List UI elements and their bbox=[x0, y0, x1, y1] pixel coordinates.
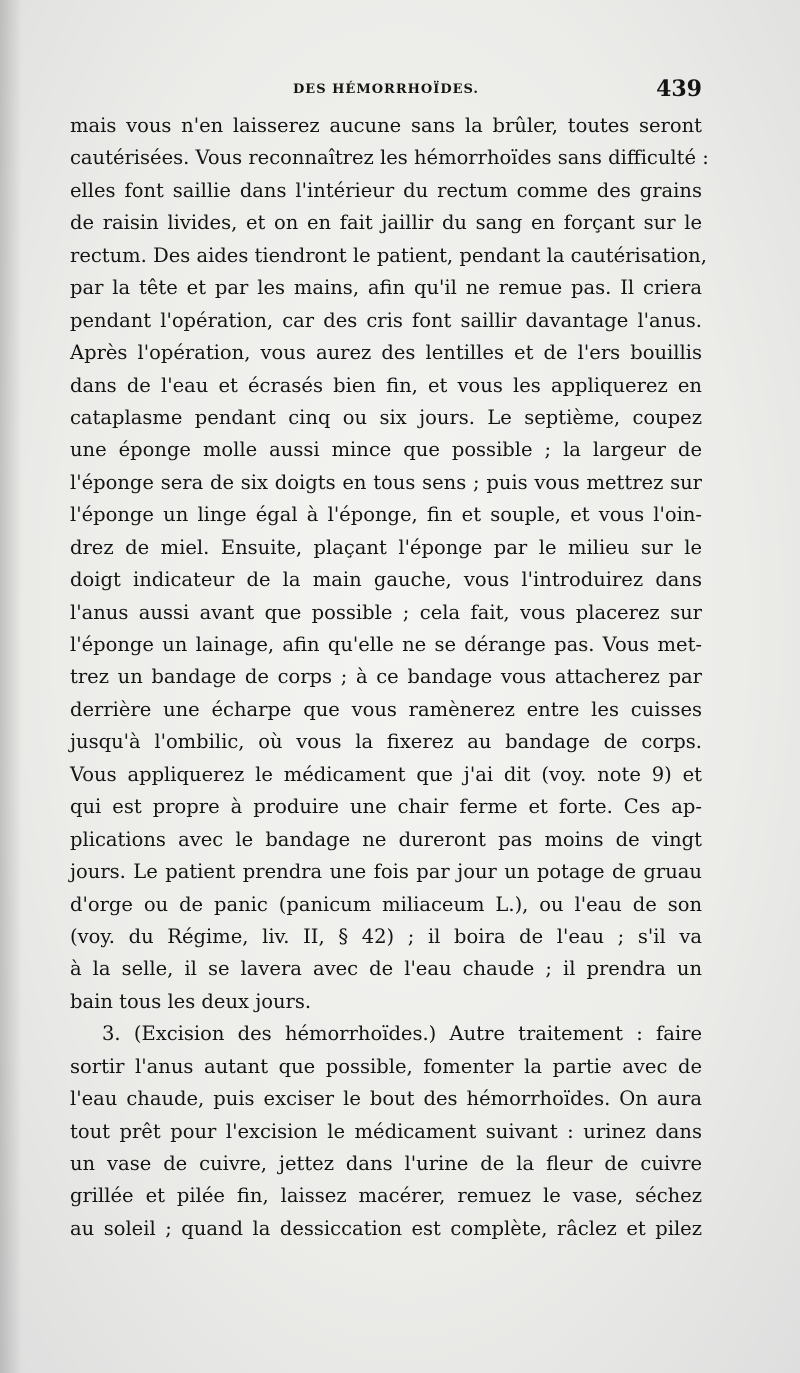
text-line: une éponge molle aussi mince que possible ; la largeur de bbox=[70, 438, 702, 462]
text-line: par la tête et par les mains, afin qu'il ne remue pas. Il criera bbox=[70, 276, 702, 300]
text-line: qui est propre à produire une chair ferme et forte. Ces ap- bbox=[70, 795, 702, 819]
text-line: (voy. du Régime, liv. II, § 42) ; il boira de l'eau ; s'il va bbox=[70, 924, 702, 948]
body-text bbox=[70, 110, 709, 1245]
text-line: derrière une écharpe que vous ramènerez entre les cuisses bbox=[70, 697, 702, 721]
page-number: 439 bbox=[656, 76, 702, 102]
text-line: l'éponge un lainage, afin qu'elle ne se dérange pas. Vous met- bbox=[70, 633, 702, 656]
text-line: pendant l'opération, car des cris font saillir davantage l'anus. bbox=[70, 308, 702, 332]
text-line: dans de l'eau et écrasés bien fin, et vous les appliquerez en bbox=[70, 373, 702, 397]
text-line: Vous appliquerez le médicament que j'ai dit (voy. note 9) et bbox=[70, 762, 702, 786]
text-line: d'orge ou de panic (panicum miliaceum L.), ou l'eau de son bbox=[70, 892, 702, 916]
text-line: l'eau chaude, puis exciser le bout des hémorrhoïdes. On aura bbox=[70, 1087, 702, 1111]
text-line: l'anus aussi avant que possible ; cela fait, vous placerez sur bbox=[70, 600, 702, 624]
text-line: un vase de cuivre, jettez dans l'urine de la fleur de cuivre bbox=[70, 1152, 702, 1175]
text-line: cataplasme pendant cinq ou six jours. Le septième, coupez bbox=[70, 405, 702, 429]
text-line: sortir l'anus autant que possible, fomenter la partie avec de bbox=[70, 1054, 702, 1078]
text-line: grillée et pilée fin, laissez macérer, remuez le vase, séchez bbox=[70, 1184, 702, 1208]
text-line: tout prêt pour l'excision le médicament suivant : urinez dans bbox=[70, 1119, 702, 1143]
page-header bbox=[70, 76, 702, 106]
text-line: de raisin livides, et on en fait jaillir du sang en forçant sur le bbox=[70, 211, 702, 235]
text-line: rectum. Des aides tiendront le patient, pendant la cautérisation, bbox=[70, 243, 707, 267]
text-line: jours. Le patient prendra une fois par jour un potage de gruau bbox=[70, 860, 702, 884]
text-line: elles font saillie dans l'intérieur du rectum comme des grains bbox=[70, 178, 702, 202]
text-line: bain tous les deux jours. bbox=[70, 989, 312, 1013]
text-line: l'éponge sera de six doigts en tous sens ; puis vous mettrez sur bbox=[70, 470, 702, 494]
text-line: au soleil ; quand la dessiccation est complète, râclez et pilez bbox=[70, 1216, 702, 1240]
page-edge-shadow bbox=[0, 0, 22, 1373]
text-line: Après l'opération, vous aurez des lentilles et de l'ers bouillis bbox=[70, 341, 702, 365]
text-line: drez de miel. Ensuite, plaçant l'éponge par le milieu sur le bbox=[70, 535, 702, 559]
text-line: cautérisées. Vous reconnaîtrez les hémorrhoïdes sans difficulté : bbox=[70, 146, 709, 170]
text-line: plications avec le bandage ne dureront pas moins de vingt bbox=[70, 827, 702, 851]
text-line: jusqu'à l'ombilic, où vous la fixerez au bandage de corps. bbox=[70, 730, 702, 754]
text-line: doigt indicateur de la main gauche, vous l'introduirez dans bbox=[70, 568, 702, 592]
text-line: mais vous n'en laisserez aucune sans la brûler, toutes seront bbox=[70, 114, 702, 137]
text-line: 3. (Excision des hémorrhoïdes.) Autre traitement : faire bbox=[102, 1022, 702, 1046]
text-line: trez un bandage de corps ; à ce bandage vous attacherez par bbox=[70, 665, 702, 689]
text-line: à la selle, il se lavera avec de l'eau chaude ; il prendra un bbox=[70, 957, 702, 981]
text-line: l'éponge un linge égal à l'éponge, fin et souple, et vous l'oin- bbox=[70, 503, 702, 527]
running-head: DES HÉMORRHOÏDES. bbox=[293, 82, 479, 97]
